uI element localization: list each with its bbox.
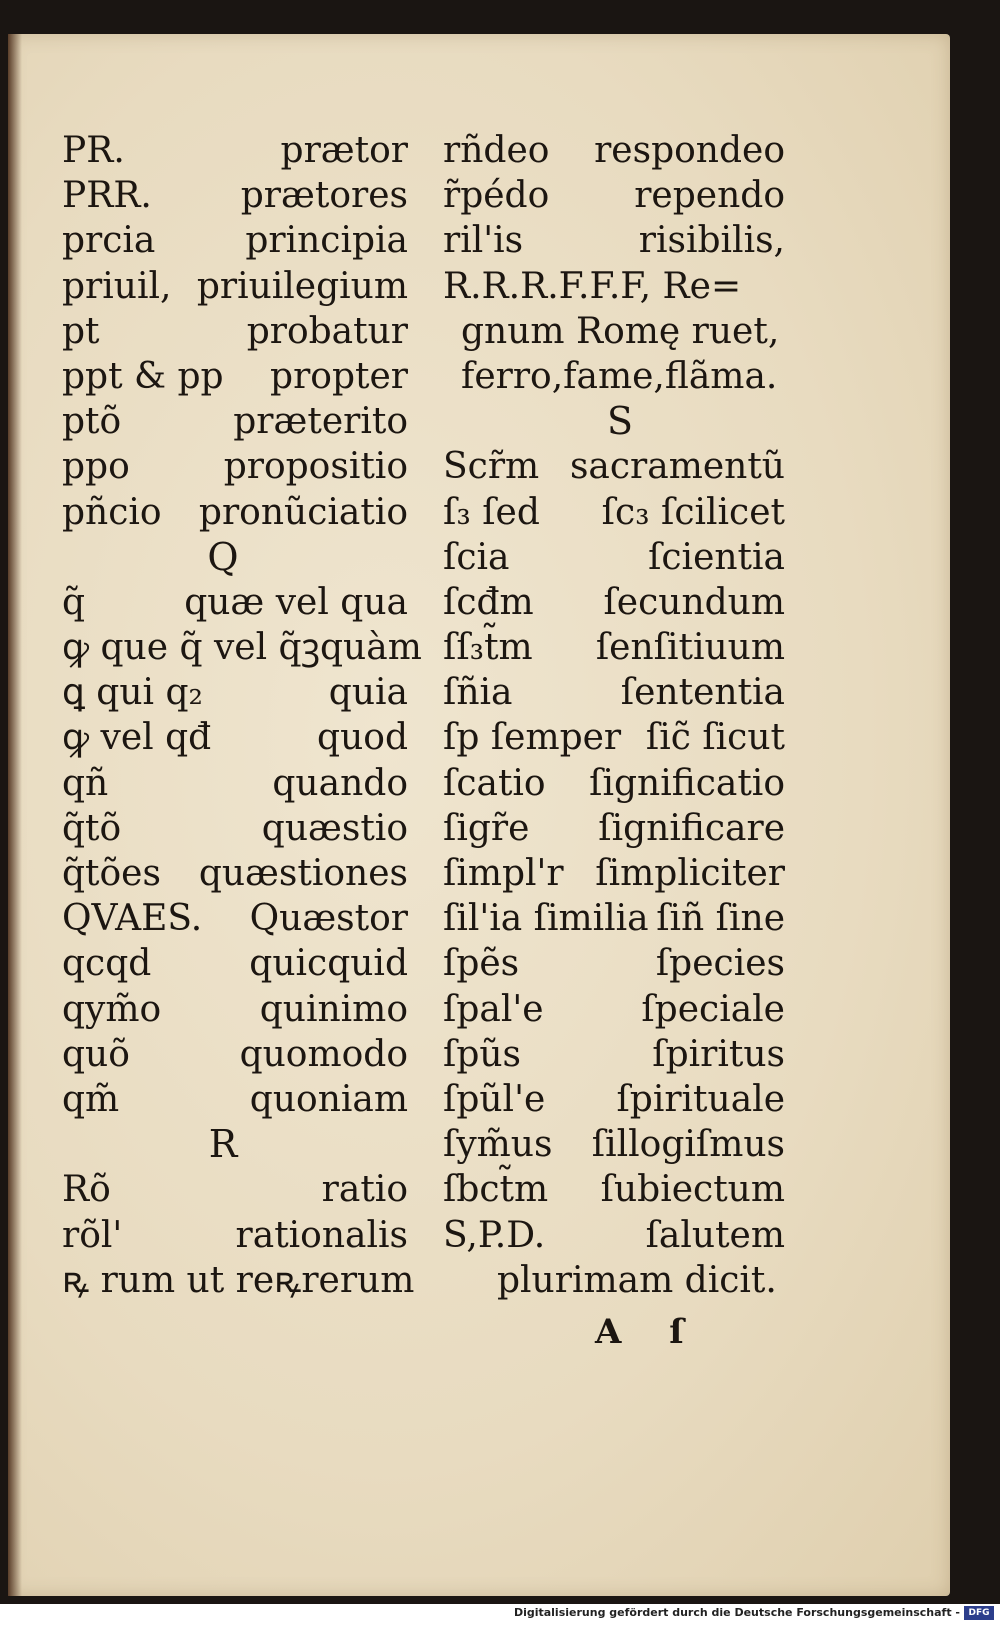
abbreviation: ſcđm (443, 581, 534, 623)
abbreviation-entry (62, 1032, 408, 1077)
expansion: ſubiectum (600, 1169, 785, 1211)
expansion: pronũciatio (198, 491, 408, 533)
expansion: propter (270, 355, 408, 397)
expansion: ſcientia (648, 536, 785, 578)
abbreviation-entry (443, 987, 785, 1032)
abbreviation-entry (62, 806, 408, 851)
abbreviation-entry (62, 761, 408, 806)
expansion: respondeo (594, 130, 785, 171)
expansion: quod (317, 717, 408, 759)
abbreviation: ꝙ vel qđ (62, 717, 212, 759)
expansion: rerum (301, 1259, 415, 1301)
expansion: ſecundum (603, 581, 785, 623)
expansion: quæ vel qua (184, 581, 408, 623)
expansion: ſpirituale (616, 1078, 785, 1120)
abbreviation-entry (62, 1213, 408, 1258)
abbreviation: ſym̃us (443, 1124, 553, 1166)
footer-credit: Digitalisierung gefördert durch die Deutsche Forschungsgemeinschaft - (513, 1606, 960, 1619)
expansion: priuilegium (196, 265, 408, 307)
expansion: sacramentũ (569, 446, 785, 488)
abbreviation: qm̃ (62, 1078, 120, 1120)
abbreviation: ꝶ rum ut reꝶ (62, 1259, 302, 1301)
abbreviation: ſ₃ ſed (443, 491, 540, 533)
abbreviation: ſcatio (443, 762, 546, 804)
abbreviation-entry (62, 987, 408, 1032)
expansion: risibilis, (638, 220, 785, 262)
expansion: quinimo (259, 988, 408, 1030)
abbreviation: PRR. (62, 175, 152, 217)
abbreviation-entry (62, 851, 408, 896)
expansion: præterito (233, 401, 408, 443)
section-letter-heading: R (208, 1122, 238, 1167)
expansion: principia (245, 220, 408, 262)
expansion: ſillogiſmus (591, 1124, 785, 1166)
page-spine-shadow (8, 34, 22, 1596)
signature-mark: A ſ (595, 1312, 702, 1352)
abbreviation-entry (62, 444, 408, 489)
expansion: rependo (634, 175, 785, 217)
abbreviation-entry (443, 173, 785, 218)
abbreviation-entry (62, 670, 408, 715)
expansion: probatur (246, 310, 408, 352)
abbreviation-entry (62, 490, 408, 535)
abbreviation: ſcia (443, 536, 510, 578)
dfg-logo: DFG (964, 1606, 994, 1620)
abbreviation-entry (62, 1258, 415, 1303)
abbreviation: ſil'ia ſimilia (443, 898, 649, 940)
expansion: ratio (321, 1169, 408, 1211)
text-line: ferro,fame,flãma. (461, 355, 778, 397)
abbreviation: Scr̃m (443, 446, 540, 488)
abbreviation-entry (443, 128, 785, 173)
abbreviation: ſpẽs (443, 943, 520, 985)
abbreviation: ſpũl'e (443, 1078, 546, 1120)
expansion: ſic̃ ſicut (645, 717, 785, 759)
abbreviation-entry (443, 444, 785, 489)
abbreviation-entry (62, 1167, 408, 1212)
abbreviation: PR. (62, 130, 125, 171)
abbreviation: ppt & pp (62, 355, 224, 397)
abbreviation: priuil, (62, 265, 172, 307)
section-letter-heading: Q (207, 534, 239, 579)
expansion: quæstiones (198, 853, 408, 894)
expansion: ſignificare (598, 807, 785, 849)
abbreviation: qñ (62, 762, 109, 804)
abbreviation-entry (443, 806, 785, 851)
expansion: quando (272, 762, 408, 804)
expansion: propositio (223, 446, 408, 488)
expansion: prætores (240, 175, 408, 217)
abbreviation-entry (443, 580, 785, 625)
abbreviation-entry (443, 1167, 785, 1212)
expansion: ſpiritus (652, 1033, 785, 1075)
abbreviation: ſigr̃e (443, 807, 530, 849)
abbreviation: ppo (62, 446, 130, 488)
abbreviation: S,P.D. (443, 1214, 546, 1256)
left-abbreviation-column (62, 128, 422, 1303)
abbreviation-entry (62, 580, 408, 625)
abbreviation-entry (443, 761, 785, 806)
expansion: quàm (320, 627, 422, 669)
abbreviation: q̃ (62, 581, 86, 623)
expansion: quicquid (249, 943, 408, 985)
abbreviation-entry (62, 896, 408, 941)
abbreviation: ſp ſemper (443, 717, 622, 759)
abbreviation: rõl' (62, 1214, 123, 1256)
abbreviation: r̃pédo (443, 175, 550, 217)
abbreviation-entry (62, 264, 408, 309)
abbreviation-entry (443, 1213, 785, 1258)
section-letter-heading: S (606, 399, 634, 444)
abbreviation-entry (443, 1122, 785, 1167)
expansion: ſententia (620, 672, 785, 714)
abbreviation-entry (62, 625, 422, 670)
abbreviation: q̃tões (62, 853, 161, 894)
abbreviation: ſbct̃m (443, 1169, 549, 1211)
abbreviation: quõ (62, 1033, 130, 1075)
expansion: quæstio (261, 807, 408, 849)
expansion: ſc₃ ſcilicet (601, 491, 785, 533)
abbreviation-entry (443, 625, 785, 670)
abbreviation-entry (62, 1077, 408, 1122)
expansion: Quæstor (249, 898, 408, 940)
abbreviation-entry (62, 715, 408, 760)
expansion: rationalis (235, 1214, 408, 1256)
abbreviation-entry (62, 128, 408, 173)
expansion: ſalutem (645, 1214, 785, 1256)
abbreviation: qym̃o (62, 988, 162, 1030)
abbreviation: ſſ₃t̃m (443, 627, 533, 669)
abbreviation: ril'is (443, 220, 524, 262)
abbreviation: Rõ (62, 1169, 111, 1211)
abbreviation-entry (443, 535, 785, 580)
abbreviation-entry (62, 941, 408, 986)
abbreviation-entry (443, 490, 785, 535)
abbreviation: ſpũs (443, 1033, 522, 1075)
abbreviation: rñdeo (443, 130, 550, 171)
expansion: ſpecies (655, 943, 785, 985)
expansion: prætor (280, 130, 408, 171)
abbreviation-entry (443, 851, 785, 896)
abbreviation-entry (62, 399, 408, 444)
expansion: quia (328, 672, 408, 714)
expansion: ſimpliciter (595, 853, 785, 894)
abbreviation: pñcio (62, 491, 162, 533)
text-line: gnum Romę ruet, (461, 310, 780, 352)
abbreviation-entry (443, 941, 785, 986)
expansion: ſiñ ſine (656, 898, 785, 940)
abbreviation: ſñia (443, 672, 513, 714)
abbreviation-entry (443, 218, 785, 263)
abbreviation-entry (443, 1077, 785, 1122)
expansion: quoniam (249, 1078, 408, 1120)
text-line: plurimam dicit. (497, 1259, 777, 1301)
abbreviation: ꝗ qui q₂ (62, 672, 203, 714)
abbreviation: pt (62, 310, 100, 352)
abbreviation: q̃tõ (62, 807, 122, 849)
abbreviation-entry (62, 354, 408, 399)
expansion: ſignificatio (589, 762, 785, 804)
abbreviation: QVAES. (62, 898, 203, 940)
abbreviation-entry (443, 715, 785, 760)
abbreviation: ſimpl'r (443, 853, 564, 894)
expansion: ſenſitiuum (595, 627, 785, 669)
abbreviation-entry (443, 1032, 785, 1077)
abbreviation-entry (443, 896, 785, 941)
abbreviation-entry (62, 173, 408, 218)
abbreviation: ptõ (62, 401, 122, 443)
right-abbreviation-column (443, 128, 785, 1303)
expansion: quomodo (239, 1033, 408, 1075)
text-line: R.R.R.F.F.F, Re= (443, 265, 742, 307)
abbreviation: ꝙ que q̃ vel q̃ꝫ (62, 627, 320, 669)
abbreviation-entry (62, 218, 408, 263)
abbreviation: qcqd (62, 943, 152, 985)
abbreviation-entry (62, 309, 408, 354)
abbreviation-entry (443, 670, 785, 715)
abbreviation: prcia (62, 220, 156, 262)
expansion: ſpeciale (641, 988, 785, 1030)
abbreviation: ſpal'e (443, 988, 544, 1030)
